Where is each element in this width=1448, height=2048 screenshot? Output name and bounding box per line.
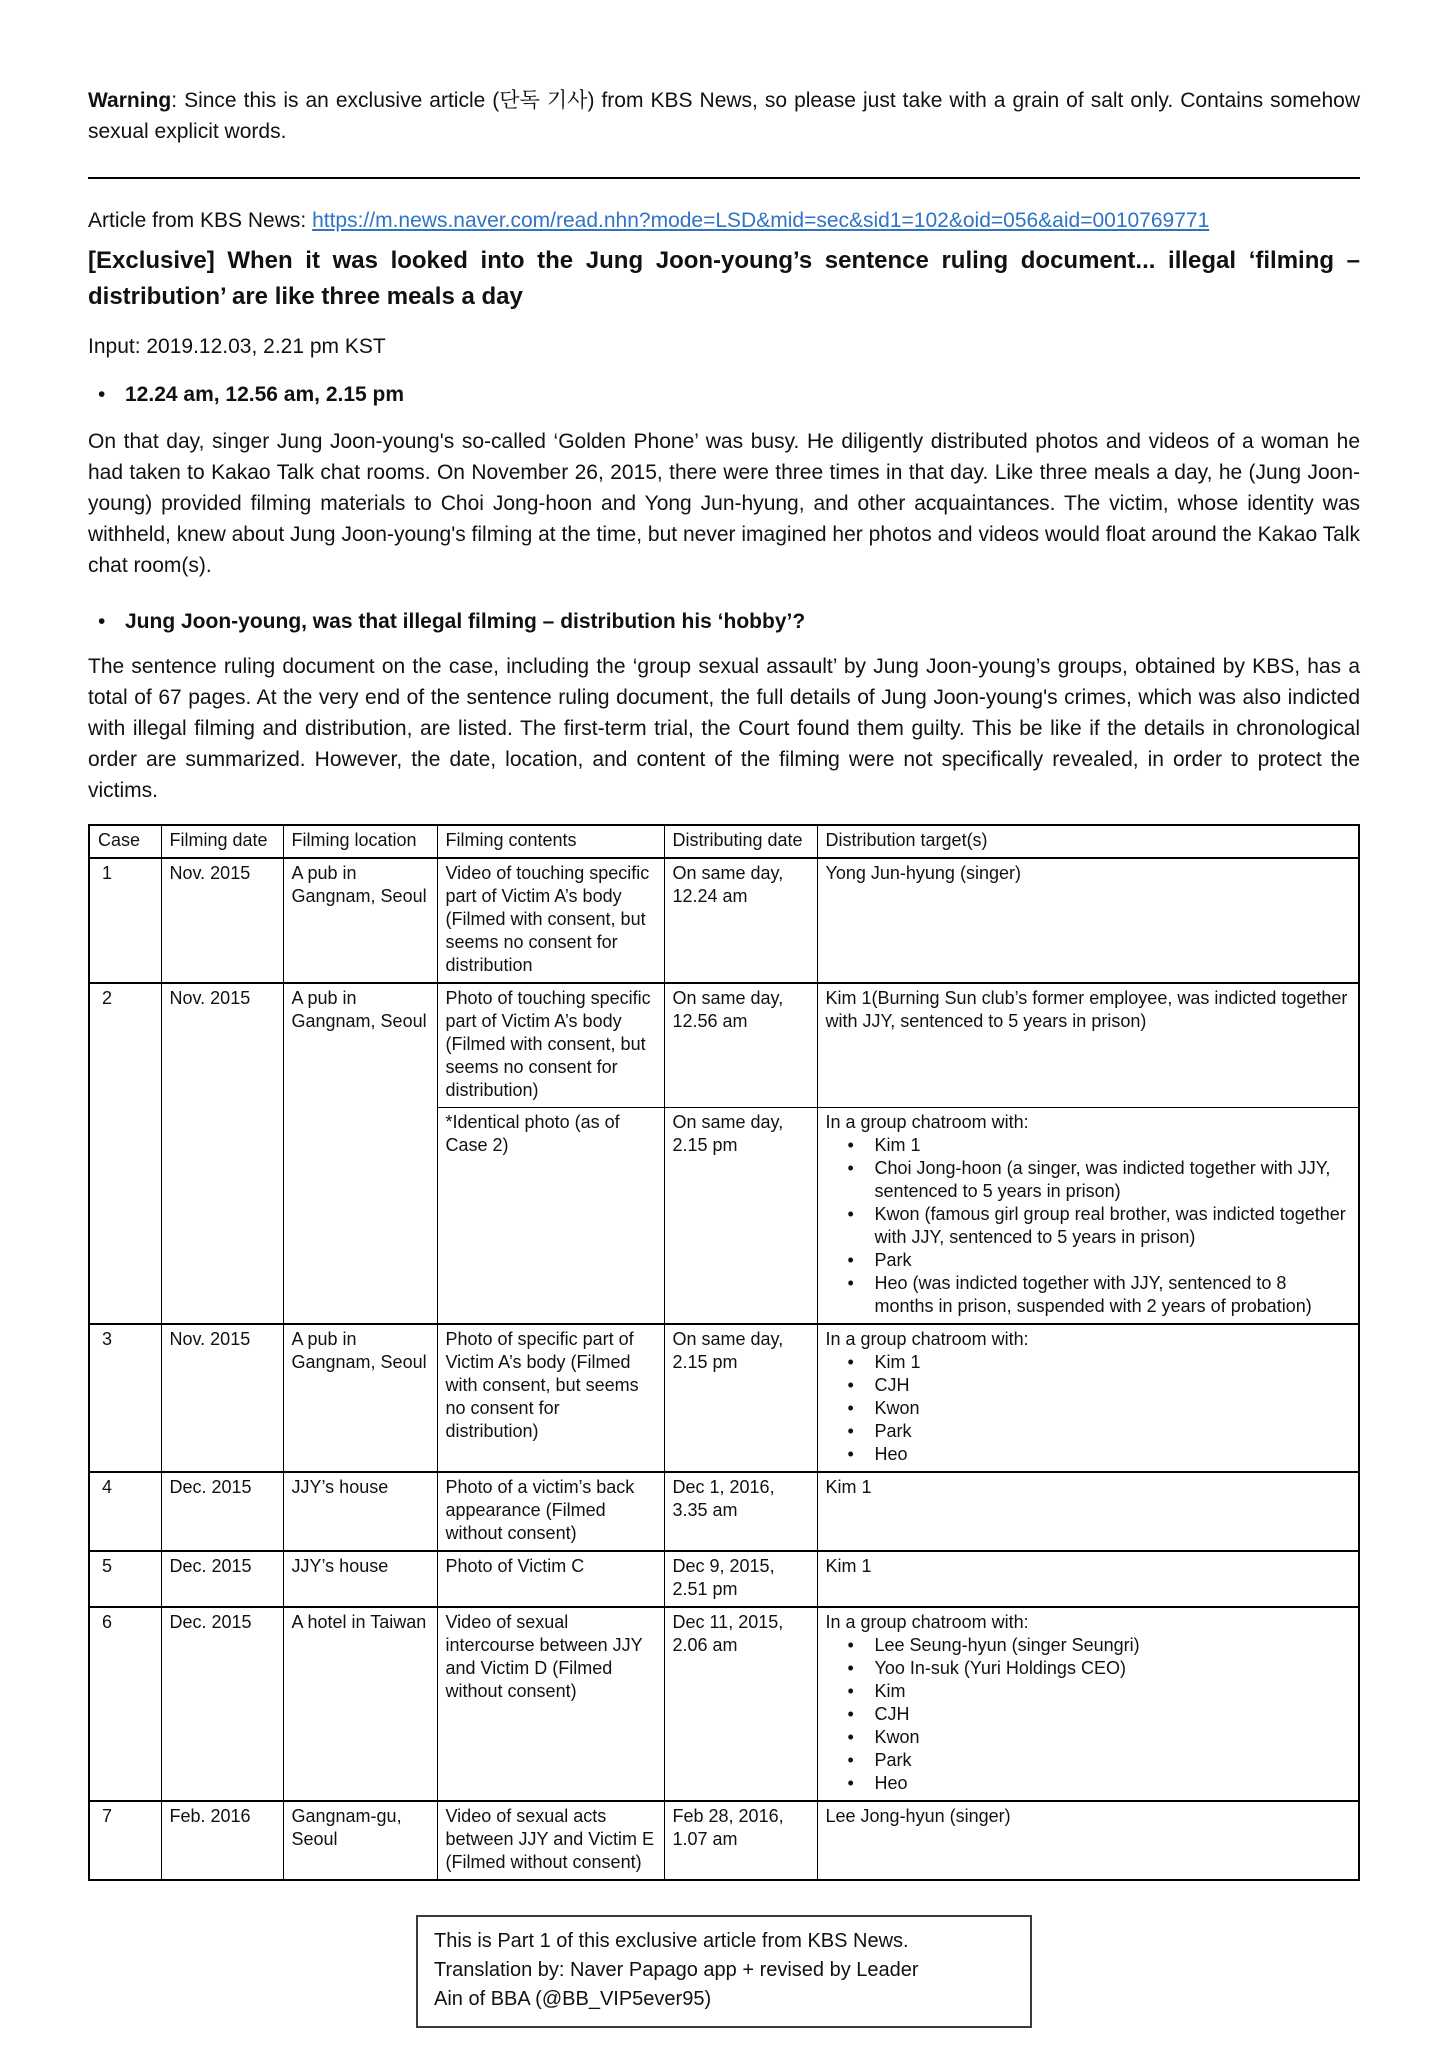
table-row	[89, 983, 1359, 1108]
target-bullet-text: Park	[874, 1750, 912, 1770]
target-bullet-item	[826, 1680, 1351, 1703]
distribution-targets-cell	[817, 1801, 1359, 1880]
filming-contents-cell: Photo of Victim C	[437, 1551, 664, 1607]
filming-location-cell: A hotel in Taiwan	[283, 1607, 437, 1801]
column-header: Distribution target(s)	[817, 825, 1359, 858]
source-label: Article from KBS News:	[88, 209, 313, 232]
bullet-icon: •	[847, 1352, 854, 1372]
target-bullet-text: Kim 1	[874, 1135, 921, 1155]
distributing-date-cell: On same day, 12.56 am	[664, 983, 817, 1108]
distributing-date-cell: On same day, 2.15 pm	[664, 1324, 817, 1472]
filming-contents-cell: Photo of specific part of Victim A’s body (Filmed with consent, but seems no consent for distribution)	[437, 1324, 664, 1472]
table-row	[89, 1607, 1359, 1801]
bullet-icon: •	[847, 1681, 854, 1701]
bullet-point-times	[88, 379, 1360, 410]
case-table	[88, 824, 1360, 1881]
target-bullet-item	[826, 1772, 1351, 1795]
bullet-icon: •	[847, 1444, 854, 1464]
target-bullet-text: Heo (was indicted together with JJY, sentenced to 8 months in prison, suspended with 2 years of probation)	[874, 1273, 1312, 1316]
warning-text: : Since this is an exclusive article (단독 기사) from KBS News, so please just take with a grain of salt only. Contains somehow sexual explicit words.	[88, 89, 1360, 143]
table-row	[89, 1472, 1359, 1551]
filming-contents-cell: Video of sexual acts between JJY and Victim E (Filmed without consent)	[437, 1801, 664, 1880]
warning-paragraph	[88, 85, 1360, 147]
target-bullet-item	[826, 1420, 1351, 1443]
target-bullet-item	[826, 1374, 1351, 1397]
distribution-targets-cell	[817, 858, 1359, 983]
filming-date-cell: Nov. 2015	[161, 983, 283, 1324]
target-bullet-item	[826, 1726, 1351, 1749]
distribution-targets-cell	[817, 1607, 1359, 1801]
column-header: Case	[89, 825, 161, 858]
bullet-icon	[88, 606, 125, 637]
filming-location-cell: A pub in Gangnam, Seoul	[283, 1324, 437, 1472]
targets-text: In a group chatroom with:	[825, 1329, 1029, 1349]
filming-contents-cell: Video of sexual intercourse between JJY and Victim D (Filmed without consent)	[437, 1607, 664, 1801]
warning-label: Warning	[88, 89, 172, 112]
source-line	[88, 205, 1360, 236]
distribution-targets-cell	[817, 1472, 1359, 1551]
filming-date-cell: Nov. 2015	[161, 1324, 283, 1472]
case-table-body	[89, 858, 1359, 1880]
filming-location-cell: JJY’s house	[283, 1472, 437, 1551]
target-bullet-text: Yoo In-suk (Yuri Holdings CEO)	[874, 1658, 1126, 1678]
filming-contents-cell: Photo of touching specific part of Victim A’s body (Filmed with consent, but seems no consent for distribution)	[437, 983, 664, 1108]
translator-note-line: Ain of BBA (@BB_VIP5ever95)	[434, 1988, 712, 2010]
bullet-icon: •	[847, 1658, 854, 1678]
table-row	[89, 858, 1359, 983]
targets-text: Yong Jun-hyung (singer)	[825, 863, 1021, 883]
bullet-icon: •	[847, 1635, 854, 1655]
divider-line	[88, 177, 1360, 179]
target-bullet-text: Kwon	[874, 1727, 920, 1747]
target-bullet-text: Park	[874, 1250, 912, 1270]
table-row	[89, 1324, 1359, 1472]
distribution-targets-cell	[817, 1551, 1359, 1607]
bullet-icon: •	[847, 1727, 854, 1747]
bullet-icon: •	[847, 1250, 854, 1270]
bullet-icon: •	[847, 1158, 854, 1178]
case-cell: 6	[89, 1607, 161, 1801]
distribution-targets-cell	[817, 983, 1359, 1108]
case-cell: 1	[89, 858, 161, 983]
case-cell: 3	[89, 1324, 161, 1472]
case-cell: 5	[89, 1551, 161, 1607]
target-bullet-item	[826, 1134, 1351, 1157]
column-header: Filming date	[161, 825, 283, 858]
target-bullet-text: Heo	[874, 1773, 908, 1793]
translator-note-line: Translation by: Naver Papago app + revised by Leader	[434, 1959, 919, 1981]
target-bullet-text: Park	[874, 1421, 912, 1441]
target-bullet-item	[826, 1203, 1351, 1249]
translator-note-line: This is Part 1 of this exclusive article from KBS News.	[434, 1930, 909, 1952]
targets-text: In a group chatroom with:	[825, 1612, 1029, 1632]
input-date-line: Input: 2019.12.03, 2.21 pm KST	[88, 335, 386, 358]
bullet-icon: •	[847, 1204, 854, 1224]
distributing-date-cell: On same day, 12.24 am	[664, 858, 817, 983]
filming-location-cell: A pub in Gangnam, Seoul	[283, 983, 437, 1324]
bullet-text: Jung Joon-young, was that illegal filming – distribution his ‘hobby’?	[125, 610, 806, 633]
case-cell: 4	[89, 1472, 161, 1551]
column-header: Distributing date	[664, 825, 817, 858]
case-cell: 2	[89, 983, 161, 1324]
targets-text: In a group chatroom with:	[825, 1112, 1029, 1132]
filming-date-cell: Feb. 2016	[161, 1801, 283, 1880]
bullet-icon	[88, 379, 125, 410]
targets-text: Kim 1	[825, 1477, 872, 1497]
filming-date-cell: Dec. 2015	[161, 1472, 283, 1551]
filming-date-cell: Dec. 2015	[161, 1551, 283, 1607]
table-header-row	[89, 825, 1359, 858]
target-bullet-text: Choi Jong-hoon (a singer, was indicted together with JJY, sentenced to 5 years in prison)	[874, 1158, 1331, 1201]
bullet-icon: •	[847, 1375, 854, 1395]
target-bullet-item	[826, 1397, 1351, 1420]
bullet-icon: •	[847, 1273, 854, 1293]
filming-location-cell: A pub in Gangnam, Seoul	[283, 858, 437, 983]
paragraph-1: On that day, singer Jung Joon-young's so-called ‘Golden Phone’ was busy. He diligently distributed photos and videos of a woman he had taken to Kakao Talk chat rooms. On November 26, 2015, there were three times in that day. Like three meals a day, he (Jung Joon-young) provided filming materials to Choi Jong-hoon and Yong Jun-hyung, and other acquaintances. The victim, whose identity was withheld, knew about Jung Joon-young's filming at the time, but never imagined her photos and videos would float around the Kakao Talk chat room(s).	[88, 430, 1360, 577]
target-bullet-text: Kim 1	[874, 1352, 921, 1372]
distribution-targets-cell	[817, 1108, 1359, 1325]
target-bullet-item	[826, 1749, 1351, 1772]
column-header: Filming contents	[437, 825, 664, 858]
distributing-date-cell: Feb 28, 2016, 1.07 am	[664, 1801, 817, 1880]
bullet-icon: •	[847, 1704, 854, 1724]
filming-date-cell: Dec. 2015	[161, 1607, 283, 1801]
target-bullet-item	[826, 1351, 1351, 1374]
filming-contents-cell: Photo of a victim’s back appearance (Filmed without consent)	[437, 1472, 664, 1551]
filming-location-cell: JJY’s house	[283, 1551, 437, 1607]
target-bullet-item	[826, 1443, 1351, 1466]
target-bullet-text: CJH	[874, 1375, 910, 1395]
targets-text: Kim 1(Burning Sun club’s former employee, was indicted together with JJY, sentenced to 5 years in prison)	[825, 988, 1348, 1031]
bullet-icon: •	[847, 1421, 854, 1441]
target-bullet-item	[826, 1157, 1351, 1203]
filming-location-cell: Gangnam-gu, Seoul	[283, 1801, 437, 1880]
table-row	[89, 1801, 1359, 1880]
headline: [Exclusive] When it was looked into the Jung Joon-young’s sentence ruling document... illegal ‘filming – distribution’ are like three meals a day	[88, 247, 1360, 310]
target-bullet-item	[826, 1249, 1351, 1272]
target-bullet-text: Kim	[874, 1681, 906, 1701]
filming-date-cell: Nov. 2015	[161, 858, 283, 983]
bullet-point-hobby	[88, 606, 1360, 637]
target-bullet-item	[826, 1703, 1351, 1726]
paragraph-2: The sentence ruling document on the case, including the ‘group sexual assault’ by Jung Joon-young’s groups, obtained by KBS, has a total of 67 pages. At the very end of the sentence ruling document, the full details of Jung Joon-young's crimes, which was also indicted with illegal filming and distribution, are listed. The first-term trial, the Court found them guilty. This be like if the details in chronological order are summarized. However, the date, location, and content of the filming were not specifically revealed, in order to protect the victims.	[88, 655, 1360, 802]
target-bullet-item	[826, 1634, 1351, 1657]
filming-contents-cell: *Identical photo (as of Case 2)	[437, 1108, 664, 1325]
filming-contents-cell: Video of touching specific part of Victim A’s body (Filmed with consent, but seems no consent for distribution	[437, 858, 664, 983]
targets-text: Kim 1	[825, 1556, 872, 1576]
bullet-icon: •	[847, 1135, 854, 1155]
target-bullet-text: Heo	[874, 1444, 908, 1464]
distributing-date-cell: Dec 11, 2015, 2.06 am	[664, 1607, 817, 1801]
bullet-icon: •	[847, 1398, 854, 1418]
bullet-icon: •	[847, 1773, 854, 1793]
target-bullet-item	[826, 1272, 1351, 1318]
target-bullet-item	[826, 1657, 1351, 1680]
distributing-date-cell: Dec 9, 2015, 2.51 pm	[664, 1551, 817, 1607]
bullet-icon: •	[847, 1750, 854, 1770]
column-header: Filming location	[283, 825, 437, 858]
article-link[interactable]: https://m.news.naver.com/read.nhn?mode=LSD&mid=sec&sid1=102&oid=056&aid=0010769771	[312, 209, 1210, 232]
table-row	[89, 1551, 1359, 1607]
targets-text: Lee Jong-hyun (singer)	[825, 1806, 1011, 1826]
target-bullet-text: Kwon	[874, 1398, 920, 1418]
target-bullet-text: Lee Seung-hyun (singer Seungri)	[874, 1635, 1140, 1655]
target-bullet-text: Kwon (famous girl group real brother, was indicted together with JJY, sentenced to 5 years in prison)	[874, 1204, 1346, 1247]
bullet-text: 12.24 am, 12.56 am, 2.15 pm	[125, 383, 405, 406]
case-cell: 7	[89, 1801, 161, 1880]
distributing-date-cell: Dec 1, 2016, 3.35 am	[664, 1472, 817, 1551]
distributing-date-cell: On same day, 2.15 pm	[664, 1108, 817, 1325]
distribution-targets-cell	[817, 1324, 1359, 1472]
target-bullet-text: CJH	[874, 1704, 910, 1724]
translator-note-box	[416, 1915, 1032, 2028]
